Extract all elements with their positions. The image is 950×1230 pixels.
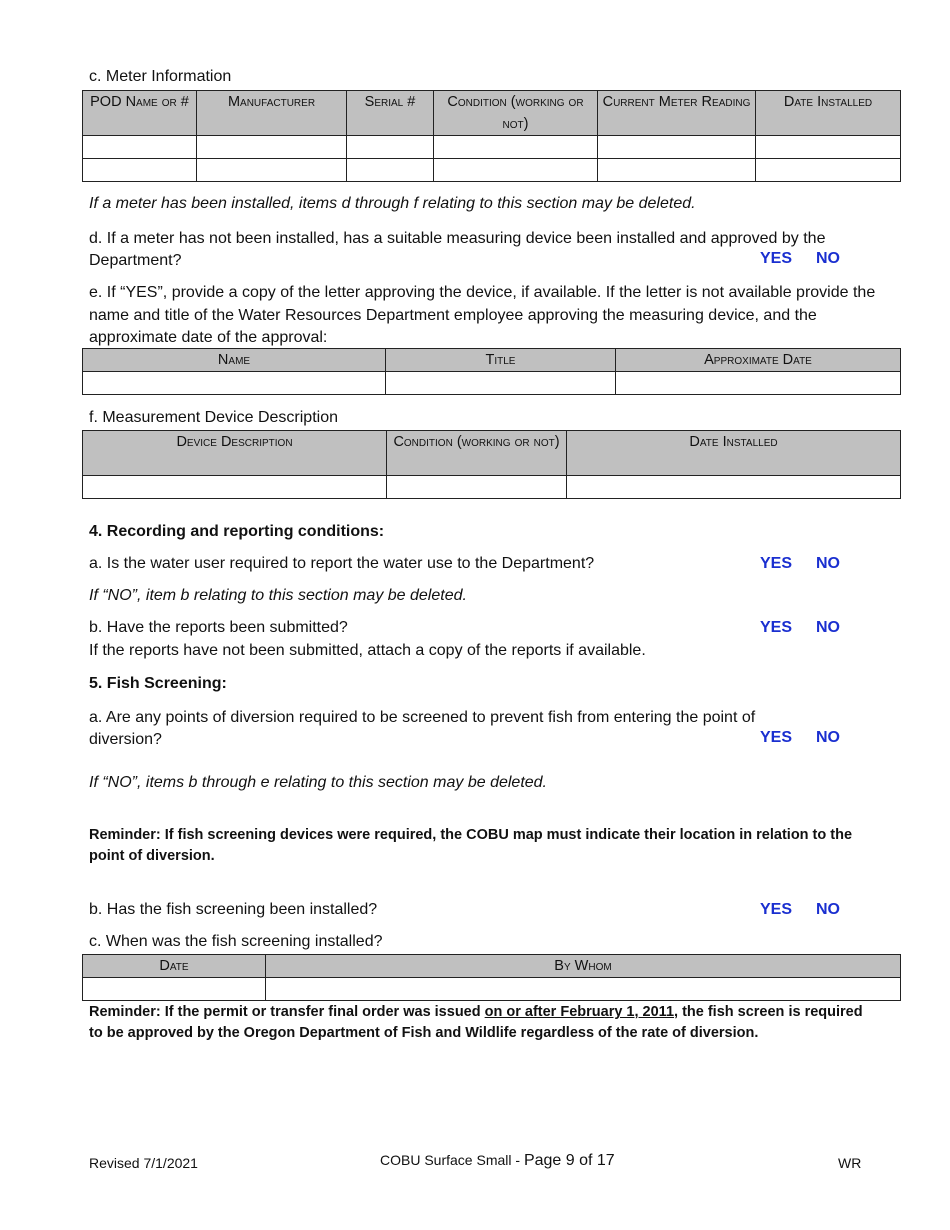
- question-d-yes[interactable]: YES: [760, 250, 793, 267]
- reminder-date: on or after February 1, 2011: [484, 1004, 675, 1020]
- fish-col-by-whom: By Whom: [266, 955, 901, 978]
- section5-note: If “NO”, items b through e relating to this section may be deleted.: [89, 774, 547, 791]
- section5-b-yes[interactable]: YES: [760, 901, 793, 918]
- section4-a-yes[interactable]: YES: [760, 555, 793, 572]
- section4-a-no[interactable]: NO: [816, 555, 840, 572]
- meter-col-condition: Condition (working or not): [434, 91, 598, 136]
- meter-col-manufacturer: Manufacturer: [197, 91, 347, 136]
- section4-b-no[interactable]: NO: [816, 619, 840, 636]
- table-row: [83, 159, 901, 182]
- fish-col-date: Date: [83, 955, 266, 978]
- section4-question-b: b. Have the reports been submitted?: [89, 619, 348, 636]
- table-row: [83, 978, 901, 1001]
- approval-col-title: Title: [386, 349, 616, 372]
- section5-heading: 5. Fish Screening:: [89, 675, 227, 692]
- device-col-description: Device Description: [83, 431, 387, 476]
- section5-question-b: b. Has the fish screening been installed?: [89, 901, 378, 918]
- section4-heading: 4. Recording and reporting conditions:: [89, 523, 385, 540]
- approval-table: [82, 348, 901, 395]
- section5-a-no[interactable]: NO: [816, 729, 840, 746]
- section4-question-a: a. Is the water user required to report the water use to the Department?: [89, 555, 595, 572]
- device-col-date: Date Installed: [567, 431, 901, 476]
- device-col-condition: Condition (working or not): [387, 431, 567, 476]
- section4-note: If “NO”, item b relating to this section may be deleted.: [89, 587, 467, 604]
- footer-code: WR: [838, 1155, 862, 1171]
- section4-question-b-sub: If the reports have not been submitted, attach a copy of the reports if available.: [89, 642, 646, 659]
- question-d: d. If a meter has not been installed, has a suitable measuring device been installed and approved by the Department?: [89, 230, 826, 269]
- section5-question-a: a. Are any points of diversion required to be screened to prevent fish from entering the point of diversion?: [89, 709, 756, 748]
- meter-col-date: Date Installed: [756, 91, 901, 136]
- footer-revised: Revised 7/1/2021: [89, 1155, 198, 1171]
- approval-col-date: Approximate Date: [616, 349, 901, 372]
- question-d-no[interactable]: NO: [816, 250, 840, 267]
- section4-b-yes[interactable]: YES: [760, 619, 793, 636]
- table-row: [83, 372, 901, 395]
- section5-reminder-2: Reminder: If the permit or transfer final order was issued on or after February 1, 2011, the fish screen is required to be approved by the Oregon Department of Fish and Wildlife regardless of the rate of diversion.: [89, 1004, 863, 1041]
- table-row: [83, 476, 901, 499]
- device-table: [82, 430, 901, 499]
- meter-table: [82, 90, 901, 182]
- section5-a-yes[interactable]: YES: [760, 729, 793, 746]
- section5-question-c: c. When was the fish screening installed?: [89, 933, 383, 950]
- question-e: e. If “YES”, provide a copy of the letter approving the device, if available. If the letter is not available provide the name and title of the Water Resources Department employee approving the measuring device, and the approximate date of the approval:: [89, 284, 876, 346]
- footer-doc: COBU Surface Small - Page 9 of 17: [380, 1152, 615, 1169]
- meter-heading: c. Meter Information: [89, 68, 232, 85]
- meter-col-reading: Current Meter Reading: [598, 91, 756, 136]
- device-heading: f. Measurement Device Description: [89, 409, 338, 426]
- section5-b-no[interactable]: NO: [816, 901, 840, 918]
- table-row: [83, 136, 901, 159]
- meter-col-pod: POD Name or #: [83, 91, 197, 136]
- meter-note: If a meter has been installed, items d through f relating to this section may be deleted.: [89, 195, 696, 212]
- approval-col-name: Name: [83, 349, 386, 372]
- fish-screen-table: [82, 954, 901, 1001]
- page-number: Page 9 of 17: [523, 1152, 615, 1169]
- section5-reminder-1: Reminder: If fish screening devices were required, the COBU map must indicate their location in relation to the point of diversion.: [89, 827, 853, 864]
- meter-col-serial: Serial #: [347, 91, 434, 136]
